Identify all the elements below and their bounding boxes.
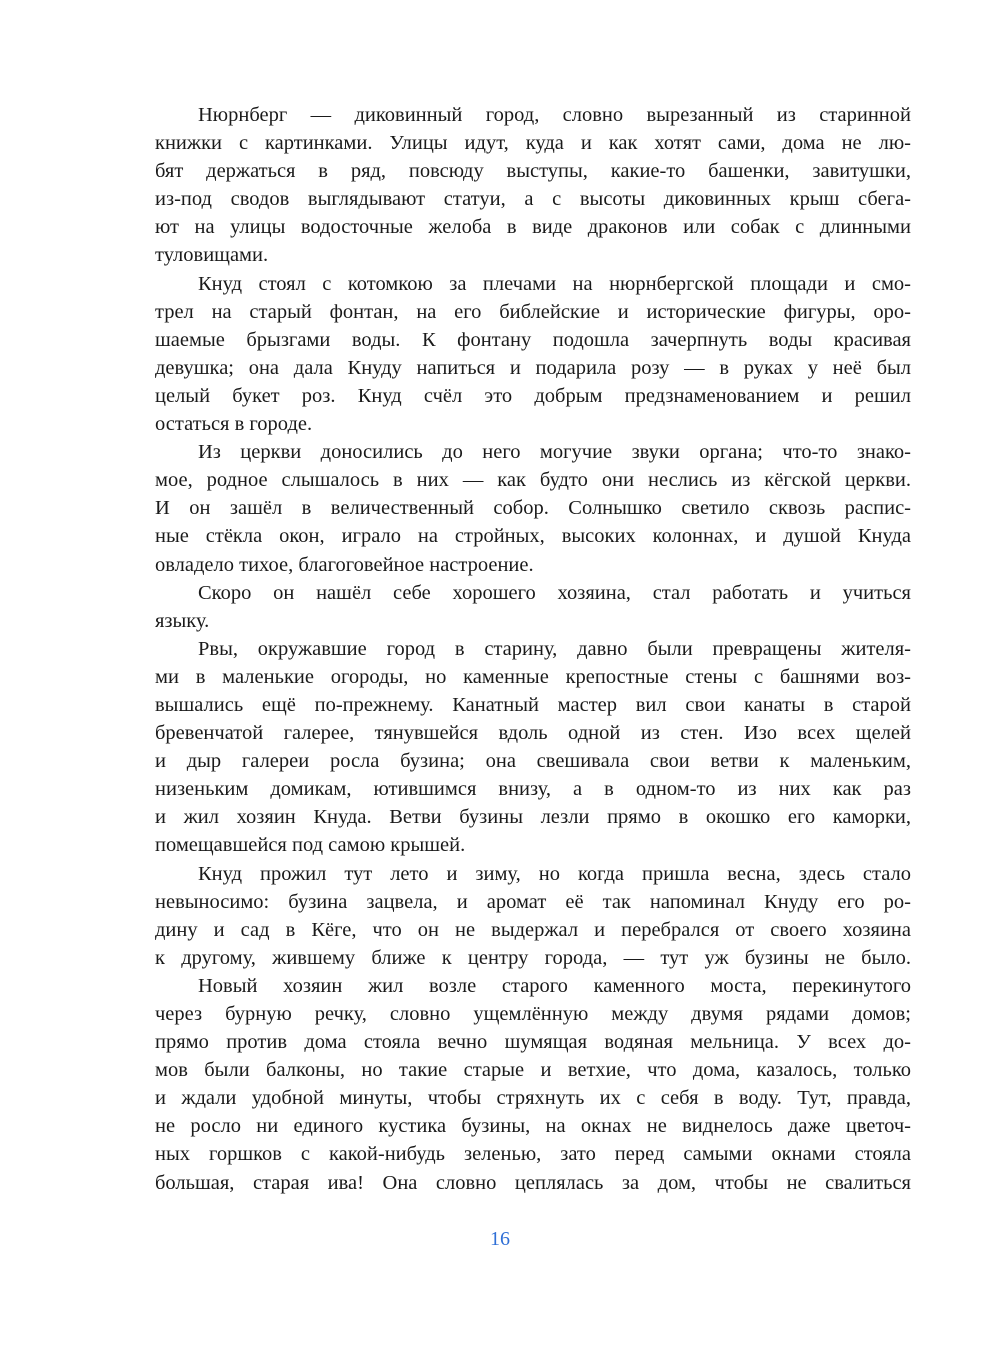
text-line: целый букет роз. Кнуд счёл это добрым предзнаменованием и решил xyxy=(155,384,911,407)
paragraph-2 xyxy=(155,270,911,439)
text-line: ют на улицы водосточные желоба в виде драконов или собак с длинными xyxy=(155,216,911,239)
text-line: к другому, жившему ближе к центру города, — тут уж бузины не было. xyxy=(155,946,911,969)
text-line: мое, родное слышалось в них — как будто они неслись из кёгской церкви. xyxy=(155,469,911,492)
paragraph-5 xyxy=(155,635,911,860)
text-line: туловищами. xyxy=(155,244,269,267)
text-line: Скоро он нашёл себе хорошего хозяина, стал работать и учиться xyxy=(198,581,911,604)
text-line: прямо против дома стояла вечно шумящая водяная мельница. У всех до- xyxy=(155,1031,911,1054)
text-line: ные стёкла окон, играло на стройных, высоких колоннах, и душой Кнуда xyxy=(155,525,911,548)
text-line: Нюрнберг — диковинный город, словно вырезанный из старинной xyxy=(198,104,911,126)
text-line: бят держаться в ряд, повсюду выступы, какие-то башенки, завитушки, xyxy=(155,160,911,183)
page-number: 16 xyxy=(490,1228,510,1250)
paragraph-3 xyxy=(155,438,911,578)
paragraph-4 xyxy=(155,579,911,635)
text-line: И он зашёл в величественный собор. Солнышко светило сквозь распис- xyxy=(155,497,911,520)
text-line: не росло ни единого кустика бузины, на окнах не виднелось даже цветоч- xyxy=(155,1115,911,1138)
text-line: Кнуд прожил тут лето и зиму, но когда пришла весна, здесь стало xyxy=(198,862,911,885)
text-line: Новый хозяин жил возле старого каменного моста, перекинутого xyxy=(198,974,911,997)
text-line: мов были балконы, но такие старые и ветхие, что дома, казалось, только xyxy=(155,1059,911,1082)
text-line: Рвы, окружавшие город в старину, давно были превращены жителя- xyxy=(198,637,911,660)
paragraph-7 xyxy=(155,972,911,1197)
text-line: низеньким домикам, ютившимся внизу, а в одном-то из них как раз xyxy=(155,778,911,801)
text-line: овладело тихое, благоговейное настроение. xyxy=(155,553,534,576)
text-line: бревенчатой галерее, тянувшейся вдоль одной из стен. Изо всех щелей xyxy=(155,722,911,745)
text-line: Из церкви доносились до него могучие звуки органа; что-то знако- xyxy=(198,441,911,464)
page-body xyxy=(155,101,911,1197)
text-line: вышались ещё по-прежнему. Канатный мастер вил свои канаты в старой xyxy=(155,693,911,716)
text-line: шаемые брызгами воды. К фонтану подошла зачерпнуть воды красивая xyxy=(155,328,911,351)
text-line: большая, старая ива! Она словно цеплялась за дом, чтобы не свалиться xyxy=(155,1171,911,1194)
text-line: трел на старый фонтан, на его библейские и исторические фигуры, оро- xyxy=(155,300,911,323)
text-line: языку. xyxy=(155,609,210,632)
text-line: помещавшейся под самою крышей. xyxy=(155,834,466,857)
text-line: ми в маленькие огороды, но каменные крепостные стены с башнями воз- xyxy=(155,665,911,688)
text-line: дину и сад в Кёге, что он не выдержал и перебрался от своего хозяина xyxy=(155,918,911,941)
text-line: и жил хозяин Кнуда. Ветви бузины лезли прямо в окошко его каморки, xyxy=(155,806,911,829)
text-line: через бурную речку, словно ущемлённую между двумя рядами домов; xyxy=(155,1003,911,1025)
text-line: книжки с картинками. Улицы идут, куда и как хотят сами, дома не лю- xyxy=(155,132,911,155)
text-line: невыносимо: бузина зацвела, и аромат её так напоминал Кнуду его ро- xyxy=(155,890,911,913)
text-line: из-под сводов выглядывают статуи, а с высоты диковинных крыш сбега- xyxy=(155,188,911,211)
paragraph-6 xyxy=(155,860,911,972)
text-line: и дыр галереи росла бузина; она свешивала свои ветви к маленьким, xyxy=(155,750,911,773)
text-line: девушка; она дала Кнуду напиться и подарила розу — в руках у неё был xyxy=(155,356,911,379)
text-line: Кнуд стоял с котомкою за плечами на нюрнбергской площади и смо- xyxy=(198,272,911,295)
text-line: и ждали удобной минуты, чтобы стряхнуть их с себя в воду. Тут, правда, xyxy=(155,1087,911,1110)
paragraph-1 xyxy=(155,101,911,270)
text-line: ных горшков с какой-нибудь зеленью, зато перед самыми окнами стояла xyxy=(155,1143,911,1166)
text-line: остаться в городе. xyxy=(155,413,313,436)
